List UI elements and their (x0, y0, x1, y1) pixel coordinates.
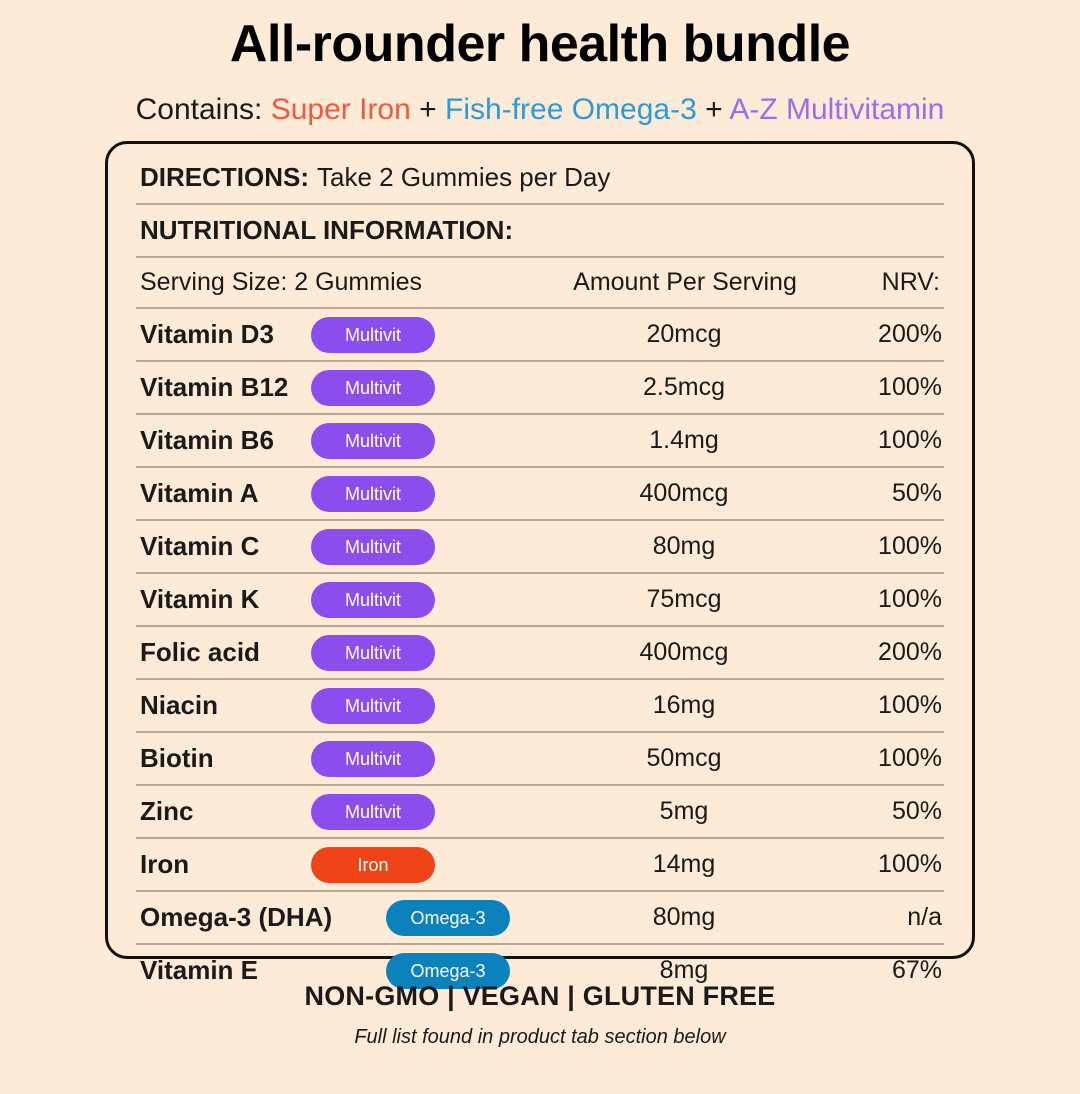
amount-value: 20mcg (646, 320, 722, 349)
nutrient-name: Niacin (140, 690, 219, 721)
source-tag: Omega-3 (386, 900, 510, 936)
nrv-value: 100% (878, 373, 942, 402)
nutrient-name: Iron (140, 849, 190, 880)
nutrient-name: Biotin (140, 743, 214, 774)
amount-value: 1.4mg (649, 426, 719, 455)
directions-row (136, 154, 944, 205)
nutrient-name: Vitamin B6 (140, 425, 274, 456)
amount-value: 16mg (652, 691, 716, 720)
nrv-value: 100% (878, 585, 942, 614)
source-tag: Multivit (311, 317, 435, 353)
amount-value: 80mg (652, 532, 716, 561)
source-tag-cell (311, 688, 536, 724)
contains-line (0, 93, 1080, 127)
separator-2: + (705, 93, 723, 127)
source-tag: Multivit (311, 741, 435, 777)
source-tag-cell (311, 476, 536, 512)
nutrient-name: Vitamin D3 (140, 319, 274, 350)
nrv-value: 50% (891, 797, 942, 826)
source-tag-cell (311, 635, 536, 671)
nrv-value: 100% (878, 532, 942, 561)
nrv-value: 67% (891, 956, 942, 985)
nrv-value: n/a (907, 903, 942, 932)
source-tag-cell (311, 741, 536, 777)
source-tag-cell (311, 370, 536, 406)
source-tag: Omega-3 (386, 953, 510, 989)
source-tag-cell (311, 582, 536, 618)
amount-value: 50mcg (646, 744, 722, 773)
source-tag: Multivit (311, 529, 435, 565)
amount-value: 80mg (652, 903, 716, 932)
amount-value: 75mcg (646, 585, 722, 614)
table-row (136, 627, 944, 680)
source-tag: Iron (311, 847, 435, 883)
nutrient-name: Vitamin B12 (140, 372, 289, 403)
table-row (136, 733, 944, 786)
amount-value: 2.5mcg (643, 373, 725, 402)
table-row (136, 892, 944, 945)
source-tag-cell (311, 529, 536, 565)
source-tag-cell (311, 847, 536, 883)
source-tag: Multivit (311, 794, 435, 830)
certification-badges: NON-GMO | VEGAN | GLUTEN FREE (304, 981, 776, 1012)
nutrient-name: Zinc (140, 796, 194, 827)
table-row (136, 468, 944, 521)
source-tag-cell (311, 423, 536, 459)
directions-label: DIRECTIONS: (140, 162, 309, 193)
source-tag: Multivit (311, 688, 435, 724)
source-tag: Multivit (311, 370, 435, 406)
source-tag-cell (311, 317, 536, 353)
product-name-iron: Super Iron (270, 93, 411, 127)
amount-value: 14mg (652, 850, 716, 879)
serving-size-label: Serving Size: 2 Gummies (140, 268, 423, 297)
table-row (136, 362, 944, 415)
nutrient-name: Vitamin C (140, 531, 260, 562)
nrv-label: NRV: (881, 268, 940, 297)
contains-label: Contains: (135, 93, 263, 127)
amount-per-serving-label: Amount Per Serving (573, 268, 797, 297)
amount-value: 5mg (659, 797, 709, 826)
nutritional-information-heading: NUTRITIONAL INFORMATION: (136, 205, 944, 258)
table-header-row (136, 258, 944, 309)
nutrient-name: Vitamin K (140, 584, 260, 615)
nutrient-name: Omega-3 (DHA) (140, 902, 333, 933)
source-tag-cell (386, 900, 536, 936)
table-row (136, 786, 944, 839)
nrv-value: 100% (878, 691, 942, 720)
nutrient-name: Vitamin A (140, 478, 259, 509)
source-tag: Multivit (311, 635, 435, 671)
separator-1: + (419, 93, 437, 127)
table-row (136, 521, 944, 574)
product-info-card (0, 16, 1080, 1094)
footer-note: Full list found in product tab section below (354, 1026, 726, 1049)
nrv-value: 100% (878, 744, 942, 773)
nrv-value: 200% (878, 638, 942, 667)
source-tag: Multivit (311, 423, 435, 459)
page-title: All-rounder health bundle (229, 15, 851, 73)
table-row (136, 680, 944, 733)
source-tag-cell (311, 794, 536, 830)
amount-value: 400mcg (639, 479, 729, 508)
table-row (136, 309, 944, 362)
source-tag: Multivit (311, 476, 435, 512)
product-name-omega: Fish-free Omega-3 (445, 93, 697, 127)
nutrition-panel (105, 141, 975, 986)
nrv-value: 100% (878, 426, 942, 455)
amount-value: 8mg (659, 956, 709, 985)
nutrient-name: Folic acid (140, 637, 260, 668)
source-tag: Multivit (311, 582, 435, 618)
nrv-value: 100% (878, 850, 942, 879)
product-name-multivitamin: A-Z Multivitamin (729, 93, 945, 127)
nrv-value: 200% (878, 320, 942, 349)
nrv-value: 50% (891, 479, 942, 508)
table-row (136, 415, 944, 468)
amount-value: 400mcg (639, 638, 729, 667)
table-row (136, 574, 944, 627)
nutrient-name: Vitamin E (140, 955, 259, 986)
directions-value: Take 2 Gummies per Day (317, 162, 611, 193)
table-row (136, 839, 944, 892)
